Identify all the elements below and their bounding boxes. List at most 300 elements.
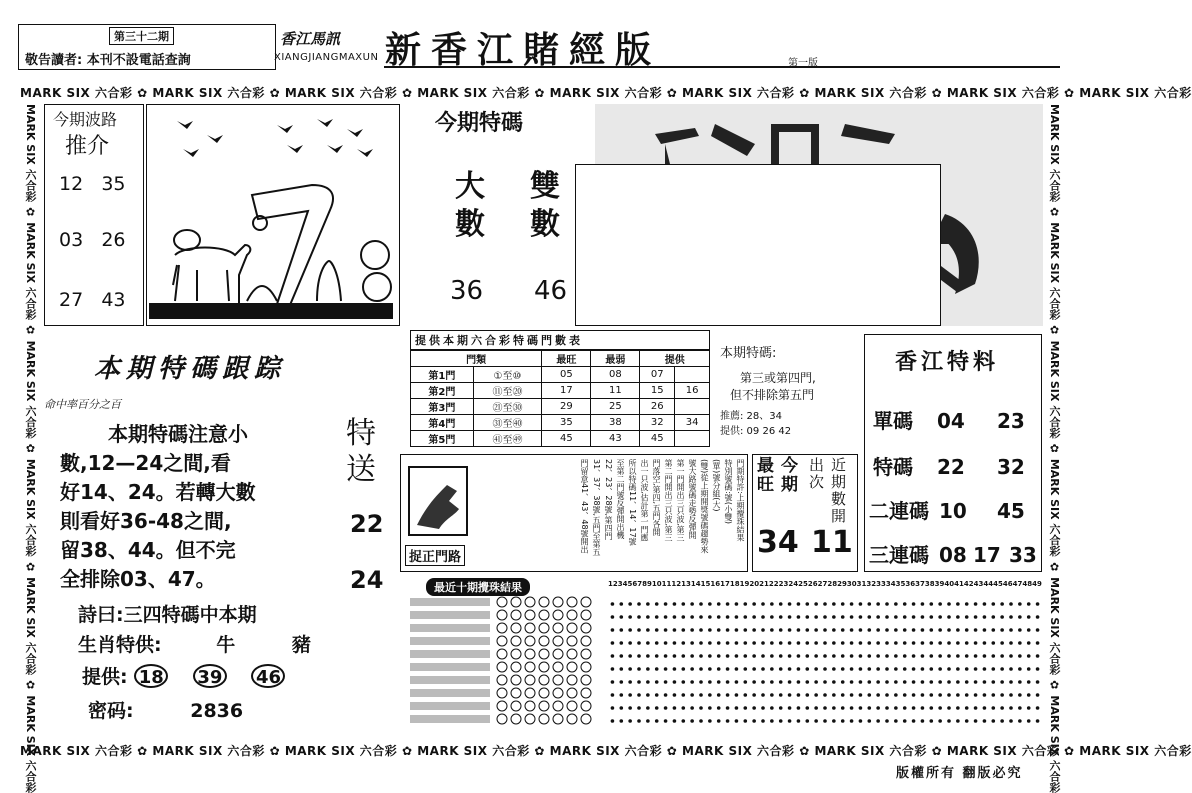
result-dot	[867, 615, 871, 619]
result-dot	[1009, 693, 1013, 697]
result-dot	[770, 628, 774, 632]
wave-pair-1: 12 35	[59, 173, 126, 195]
result-ball-slot	[581, 714, 591, 724]
result-dot	[637, 602, 641, 606]
result-dot	[788, 719, 792, 723]
result-dot	[876, 706, 880, 710]
result-dot	[655, 693, 659, 697]
result-dot	[761, 615, 765, 619]
result-dot	[929, 615, 933, 619]
result-dot	[673, 693, 677, 697]
result-dot	[717, 680, 721, 684]
result-dot	[841, 680, 845, 684]
banner-top: MARK SIX 六合彩 ✿ MARK SIX 六合彩 ✿ MARK SIX 六合彩 ✿ MARK SIX 六合彩 ✿ MARK SIX 六合彩 ✿ MARK SIX 六合彩 ✿ MARK SIX 六合彩 ✿ MARK SIX 六合彩 ✿ MARK SIX 六合彩	[20, 86, 1192, 100]
hot-value-1: 34	[757, 525, 799, 560]
result-dot	[761, 680, 765, 684]
result-dot	[717, 654, 721, 658]
result-dot	[637, 693, 641, 697]
result-ball-slot	[539, 636, 549, 646]
result-dot	[947, 615, 951, 619]
result-dot	[797, 680, 801, 684]
result-dot	[690, 667, 694, 671]
result-dot	[681, 654, 685, 658]
result-dot	[664, 706, 668, 710]
result-dot	[1027, 693, 1031, 697]
result-ball-slot	[539, 675, 549, 685]
result-ball-slot	[553, 623, 563, 633]
result-dot	[1027, 719, 1031, 723]
result-ball-slot	[553, 701, 563, 711]
result-dot	[708, 719, 712, 723]
doors-row: 第1門 ①至⑩ 05 08 07	[411, 367, 710, 383]
result-dot	[752, 719, 756, 723]
result-dot	[894, 641, 898, 645]
result-dot	[938, 654, 942, 658]
result-dot	[761, 667, 765, 671]
code-line: 密码: 2836	[88, 700, 244, 722]
result-ball-slot	[553, 649, 563, 659]
result-dot	[770, 680, 774, 684]
wave-title: 今期波路	[53, 110, 118, 129]
result-ball-slot	[525, 649, 535, 659]
result-dot	[743, 654, 747, 658]
tracking-section	[44, 330, 396, 740]
result-dot	[1018, 719, 1022, 723]
result-dot	[708, 693, 712, 697]
result-dot	[646, 615, 650, 619]
result-dot	[991, 706, 995, 710]
result-dot	[974, 667, 978, 671]
result-dot	[1027, 602, 1031, 606]
result-dot	[823, 719, 827, 723]
result-dot	[903, 680, 907, 684]
results-number-row	[608, 580, 1042, 594]
result-number-label: 27	[817, 580, 828, 588]
result-dot	[938, 706, 942, 710]
result-dot	[788, 680, 792, 684]
result-dot	[1018, 706, 1022, 710]
result-dot	[912, 706, 916, 710]
result-dot	[974, 602, 978, 606]
result-ball-slot	[539, 701, 549, 711]
result-dot	[965, 602, 969, 606]
result-ball-slot	[567, 662, 577, 672]
result-dot	[823, 693, 827, 697]
result-dot	[991, 719, 995, 723]
result-dot	[832, 719, 836, 723]
result-dot	[1027, 615, 1031, 619]
result-row-label	[410, 624, 490, 632]
result-dot	[965, 693, 969, 697]
result-dot	[681, 693, 685, 697]
result-dot	[850, 667, 854, 671]
result-ball-slot	[525, 688, 535, 698]
result-dot	[912, 680, 916, 684]
result-dot	[619, 615, 623, 619]
result-ball-slot	[525, 675, 535, 685]
result-dot	[974, 641, 978, 645]
result-dot	[1036, 628, 1040, 632]
result-dot	[929, 693, 933, 697]
result-dot	[752, 693, 756, 697]
result-dot	[628, 719, 632, 723]
door-road-column: 22、23、28號,第四門	[604, 459, 613, 541]
result-dot	[850, 654, 854, 658]
result-ball-slot	[581, 610, 591, 620]
result-dot	[850, 719, 854, 723]
result-ball-slot	[497, 623, 507, 633]
result-dot	[743, 615, 747, 619]
result-dot	[1000, 602, 1004, 606]
notice-text: 敬告讀者: 本刊不設電話查詢	[25, 53, 191, 68]
result-dot	[717, 693, 721, 697]
doors-title: 提供本期六合彩特碼門數表	[410, 330, 710, 350]
result-dot	[752, 654, 756, 658]
result-number-label: 3	[617, 580, 623, 588]
result-row-label	[410, 650, 490, 658]
door-road-column: 特別號碼:號(小雙)	[724, 459, 733, 524]
result-dot	[938, 680, 942, 684]
result-ball-slot	[511, 662, 521, 672]
result-dot	[1036, 667, 1040, 671]
result-dot	[619, 719, 623, 723]
result-dot	[770, 693, 774, 697]
result-dot	[611, 615, 615, 619]
door-road-caption: 捉正門路	[405, 545, 465, 566]
result-dot	[832, 641, 836, 645]
result-dot	[752, 602, 756, 606]
result-dot	[1036, 641, 1040, 645]
result-dot	[779, 654, 783, 658]
result-dot	[832, 693, 836, 697]
result-dot	[717, 615, 721, 619]
result-number-label: 18	[729, 580, 740, 588]
result-dot	[1009, 602, 1013, 606]
result-ball-slot	[581, 623, 591, 633]
result-dot	[619, 693, 623, 697]
result-dot	[611, 654, 615, 658]
result-dot	[1009, 654, 1013, 658]
result-dot	[699, 706, 703, 710]
doors-row: 第5門 ㊶至㊾ 45 43 45	[411, 431, 710, 447]
result-dot	[1000, 641, 1004, 645]
doors-row: 第3門 ㉑至㉚ 29 25 26	[411, 399, 710, 415]
result-dot	[646, 602, 650, 606]
result-dot	[708, 641, 712, 645]
result-dot	[788, 654, 792, 658]
result-dot	[894, 680, 898, 684]
result-number-label: 47	[1012, 580, 1023, 588]
result-dot	[938, 719, 942, 723]
result-dot	[859, 680, 863, 684]
result-dot	[859, 654, 863, 658]
result-dot	[983, 693, 987, 697]
result-dot	[983, 602, 987, 606]
result-row-label	[410, 689, 490, 697]
result-dot	[743, 602, 747, 606]
result-dot	[841, 615, 845, 619]
banner-left: MARK SIX 六合彩 ✿ MARK SIX 六合彩 ✿ MARK SIX 六合彩 ✿ MARK SIX 六合彩 ✿ MARK SIX 六合彩 ✿ MARK SIX 六合彩	[24, 104, 37, 793]
result-dot	[814, 706, 818, 710]
doors-row: 第2門 ⑪至⑳ 17 11 15 16	[411, 383, 710, 399]
result-dot	[823, 667, 827, 671]
result-row-label	[410, 676, 490, 684]
blank-card	[575, 164, 941, 326]
result-dot	[1018, 628, 1022, 632]
result-dot	[903, 615, 907, 619]
result-dot	[876, 667, 880, 671]
result-dot	[1027, 628, 1031, 632]
result-dot	[735, 693, 739, 697]
result-dot	[1000, 680, 1004, 684]
result-dot	[628, 680, 632, 684]
result-ball-slot	[497, 714, 507, 724]
result-dot	[708, 706, 712, 710]
result-dot	[805, 628, 809, 632]
result-dot	[894, 693, 898, 697]
result-number-label: 4	[622, 580, 628, 588]
result-dot	[929, 628, 933, 632]
specials-title: 香江特料	[895, 349, 1000, 375]
result-dot	[646, 693, 650, 697]
result-dot	[761, 602, 765, 606]
result-dot	[637, 654, 641, 658]
result-dot	[805, 615, 809, 619]
result-dot	[938, 628, 942, 632]
result-dot	[823, 628, 827, 632]
result-dot	[761, 693, 765, 697]
result-dot	[983, 680, 987, 684]
result-number-label: 14	[690, 580, 701, 588]
result-dot	[823, 654, 827, 658]
result-number-label: 23	[778, 580, 789, 588]
result-dot	[797, 693, 801, 697]
result-ball-slot	[567, 675, 577, 685]
brand-en: XIANGJIANGMAXUN	[274, 52, 379, 63]
result-dot	[673, 654, 677, 658]
result-dot	[628, 667, 632, 671]
result-dot	[841, 628, 845, 632]
result-dot	[646, 667, 650, 671]
result-dot	[788, 628, 792, 632]
result-ball-slot	[525, 610, 535, 620]
result-dot	[805, 654, 809, 658]
results-box	[402, 578, 1042, 738]
result-ball-slot	[567, 714, 577, 724]
result-dot	[779, 615, 783, 619]
page-number: 第一版	[788, 58, 818, 69]
result-dot	[947, 667, 951, 671]
result-dot	[681, 680, 685, 684]
big-label: 大數	[455, 169, 485, 242]
result-dot	[867, 693, 871, 697]
result-dot	[859, 693, 863, 697]
result-dot	[708, 602, 712, 606]
result-dot	[956, 615, 960, 619]
result-dot	[974, 693, 978, 697]
result-number-label: 43	[973, 580, 984, 588]
send-value-2: 24	[350, 566, 384, 594]
result-dot	[681, 615, 685, 619]
page-title: 新香江賭經版	[385, 29, 662, 71]
result-dot	[646, 628, 650, 632]
result-dot	[690, 602, 694, 606]
result-dot	[956, 641, 960, 645]
result-dot	[832, 615, 836, 619]
result-dot	[1000, 615, 1004, 619]
result-dot	[885, 654, 889, 658]
result-dot	[726, 602, 730, 606]
result-dot	[752, 628, 756, 632]
result-dot	[1009, 641, 1013, 645]
result-dot	[921, 615, 925, 619]
result-dot	[655, 706, 659, 710]
result-dot	[788, 706, 792, 710]
result-dot	[814, 602, 818, 606]
result-number-label: 32	[866, 580, 877, 588]
result-dot	[903, 602, 907, 606]
result-dot	[681, 602, 685, 606]
result-dot	[655, 654, 659, 658]
result-dot	[681, 706, 685, 710]
result-dot	[743, 641, 747, 645]
result-dot	[859, 706, 863, 710]
result-dot	[983, 615, 987, 619]
result-number-label: 35	[895, 580, 906, 588]
specials-row-2: 特碼 22 32	[873, 455, 1025, 479]
result-dot	[1036, 706, 1040, 710]
result-dot	[646, 654, 650, 658]
result-dot	[788, 615, 792, 619]
wave-box	[44, 104, 144, 326]
result-dot	[956, 693, 960, 697]
result-dot	[699, 615, 703, 619]
result-dot	[894, 706, 898, 710]
result-dot	[859, 602, 863, 606]
result-dot	[805, 602, 809, 606]
result-dot	[1000, 667, 1004, 671]
result-dot	[761, 719, 765, 723]
specials-row-4: 三連碼 08 17 33	[869, 543, 1037, 567]
result-dot	[956, 628, 960, 632]
specials-row-3: 二連碼 10 45	[869, 499, 1025, 523]
result-ball-slot	[497, 675, 507, 685]
result-dot	[991, 693, 995, 697]
result-dot	[956, 654, 960, 658]
result-dot	[708, 680, 712, 684]
result-dot	[619, 706, 623, 710]
result-ball-slot	[525, 597, 535, 607]
result-dot	[611, 706, 615, 710]
result-ball-slot	[553, 675, 563, 685]
result-dot	[690, 680, 694, 684]
result-dot	[876, 641, 880, 645]
door-road-column: 門留意41、43、48號開出	[580, 459, 589, 554]
result-dot	[841, 667, 845, 671]
result-dot	[921, 706, 925, 710]
result-dot	[1018, 602, 1022, 606]
result-dot	[690, 628, 694, 632]
result-dot	[938, 641, 942, 645]
result-ball-slot	[567, 610, 577, 620]
result-dot	[752, 680, 756, 684]
result-dot	[690, 693, 694, 697]
result-ball-slot	[567, 701, 577, 711]
tracking-body: 本期特碼注意小 數,12—24之間,看 好14、24。若轉大數 則看好36-48之間, 留38、44。但不完 全排除03、47。	[60, 422, 256, 591]
result-dot	[947, 602, 951, 606]
result-ball-slot	[525, 623, 535, 633]
result-dot	[708, 654, 712, 658]
result-dot	[681, 641, 685, 645]
result-dot	[726, 706, 730, 710]
result-dot	[726, 654, 730, 658]
result-dot	[832, 628, 836, 632]
result-dot	[983, 628, 987, 632]
result-number-label: 5	[627, 580, 633, 588]
result-dot	[664, 602, 668, 606]
result-dot	[965, 667, 969, 671]
result-dot	[743, 706, 747, 710]
result-dot	[850, 706, 854, 710]
result-dot	[690, 615, 694, 619]
result-ball-slot	[511, 649, 521, 659]
result-ball-slot	[525, 662, 535, 672]
result-row-label	[410, 611, 490, 619]
result-number-label: 48	[1022, 580, 1033, 588]
door-road-column: 第二門開出三只波,第三	[664, 459, 673, 542]
result-dot	[735, 628, 739, 632]
result-ball-slot	[581, 649, 591, 659]
result-number-label: 9	[647, 580, 652, 588]
result-number-label: 36	[905, 580, 916, 588]
result-number-label: 21	[759, 580, 769, 588]
result-dot	[1000, 654, 1004, 658]
wave-pair-2: 03 26	[59, 229, 126, 251]
tracking-title: 本期特碼跟踪	[94, 354, 287, 384]
result-ball-slot	[581, 701, 591, 711]
result-dot	[974, 615, 978, 619]
result-dot	[611, 680, 615, 684]
copyright-footer: 版權所有 翻版必究	[896, 766, 1023, 781]
result-dot	[1027, 667, 1031, 671]
result-number-label: 34	[885, 580, 896, 588]
result-dot	[770, 654, 774, 658]
result-dot	[788, 693, 792, 697]
result-ball-slot	[497, 597, 507, 607]
big-value: 36	[450, 276, 484, 306]
specials-row-1: 單碼 04 23	[873, 409, 1025, 433]
result-number-label: 29	[837, 580, 847, 588]
result-dot	[699, 693, 703, 697]
result-ball-slot	[511, 675, 521, 685]
result-dot	[752, 615, 756, 619]
result-dot	[991, 641, 995, 645]
result-dot	[814, 615, 818, 619]
result-dot	[912, 719, 916, 723]
result-dot	[619, 654, 623, 658]
result-dot	[717, 602, 721, 606]
result-ball-slot	[511, 688, 521, 698]
result-dot	[929, 641, 933, 645]
result-dot	[885, 602, 889, 606]
result-dot	[1018, 667, 1022, 671]
result-dot	[850, 680, 854, 684]
result-dot	[797, 719, 801, 723]
result-dot	[717, 667, 721, 671]
result-dot	[832, 680, 836, 684]
result-dot	[1036, 654, 1040, 658]
result-dot	[947, 641, 951, 645]
